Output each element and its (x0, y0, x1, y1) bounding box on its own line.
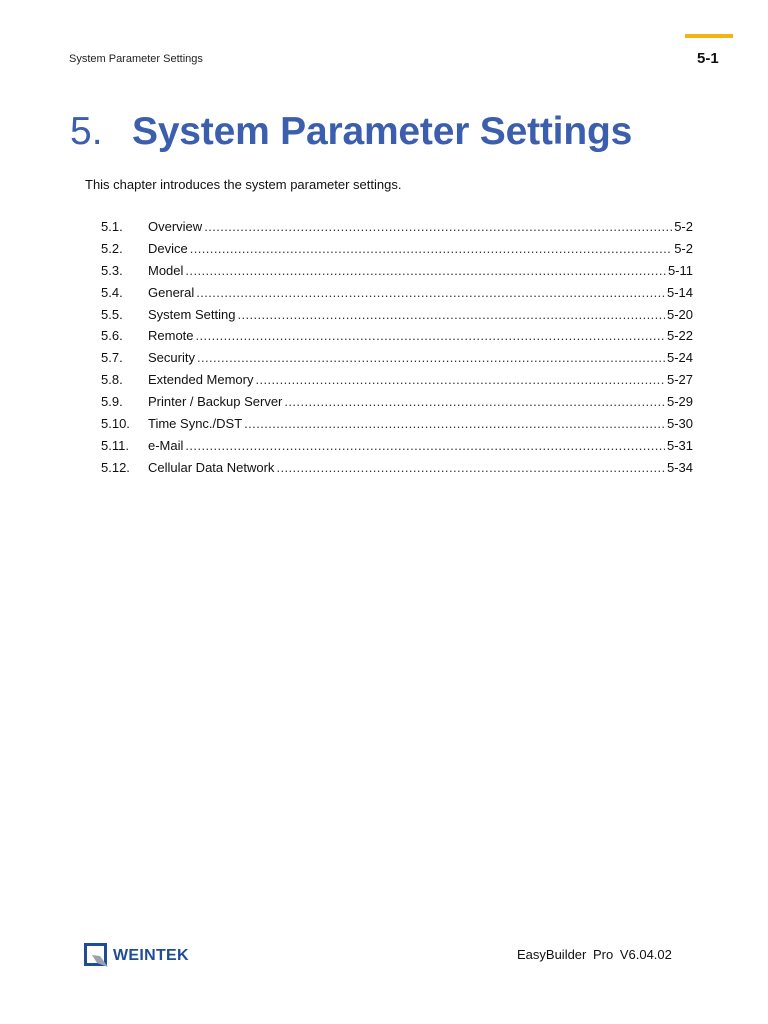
toc-entry-title: Overview (148, 219, 203, 234)
toc-entry-page: 5-29 (666, 394, 693, 410)
toc-entry-page: 5-24 (666, 350, 693, 366)
toc-entry[interactable] (101, 460, 693, 482)
toc-entry-title: Model (148, 262, 184, 278)
toc-dot-leader (276, 460, 665, 475)
toc-entry-title: General (148, 284, 195, 300)
footer-version: EasyBuilder Pro V6.04.02 (517, 947, 672, 962)
chapter-name: System Parameter Settings (132, 110, 633, 153)
toc-entry-title: Device (148, 240, 188, 256)
toc-entry-page: 5-2 (674, 219, 693, 234)
toc-entry-page: 5-20 (666, 306, 693, 322)
toc-entry-number: 5.9. (101, 394, 123, 410)
toc-entry-number: 5.6. (101, 328, 123, 344)
toc-entry-number: 5.8. (101, 372, 123, 388)
toc-entry[interactable] (101, 394, 693, 416)
chapter-intro: This chapter introduces the system parameter settings. (85, 177, 402, 192)
toc-entry-number: 5.4. (101, 284, 123, 300)
weintek-logo-mark-icon (84, 943, 110, 969)
brand-logo (84, 943, 189, 969)
toc-entry-number: 5.5. (101, 306, 123, 322)
toc-entry-title: Printer / Backup Server (148, 394, 283, 410)
toc-entry-page: 5-30 (666, 416, 693, 432)
logo-text: WEINTEK (113, 947, 189, 964)
toc-entry[interactable] (101, 328, 693, 350)
toc-entry-number: 5.11. (101, 437, 129, 453)
toc-dot-leader (256, 372, 665, 387)
toc-entry-title: System Setting (148, 306, 236, 322)
toc-dot-leader (185, 263, 666, 278)
toc-dot-leader (204, 219, 672, 234)
toc-dot-leader (237, 307, 665, 322)
toc-entry-number: 5.12. (101, 459, 130, 475)
toc-entry-title: Cellular Data Network (148, 459, 275, 475)
toc-entry[interactable] (101, 372, 693, 394)
toc-dot-leader (196, 285, 665, 300)
toc-entry-page: 5-31 (666, 437, 693, 453)
chapter-title (70, 108, 632, 156)
toc-dot-leader (185, 438, 665, 453)
toc-entry-page: 5-22 (666, 328, 693, 344)
toc-entry-number: 5.2. (101, 240, 123, 256)
toc-entry-number: 5.7. (101, 350, 123, 366)
toc-entry[interactable] (101, 241, 693, 263)
toc-entry[interactable] (101, 263, 693, 285)
toc-dot-leader (284, 394, 665, 409)
toc-dot-leader (197, 350, 665, 365)
toc-entry-number: 5.1. (101, 219, 123, 234)
toc-entry-page: 5-2 (674, 240, 693, 256)
toc-entry-title: Security (148, 350, 195, 366)
toc-entry-page: 5-34 (666, 459, 693, 475)
toc-entry-title: e-Mail (148, 437, 184, 453)
toc-entry-page: 5-27 (666, 372, 693, 388)
toc-entry-title: Remote (148, 328, 194, 344)
toc-dot-leader (244, 416, 665, 431)
toc-dot-leader (190, 241, 672, 256)
toc-entry-title: Time Sync./DST (148, 416, 243, 432)
toc-entry[interactable] (101, 438, 693, 460)
page-tab-accent (685, 34, 733, 38)
toc-entry[interactable] (101, 307, 693, 329)
toc-entry[interactable] (101, 219, 693, 241)
toc-entry[interactable] (101, 416, 693, 438)
running-header: System Parameter Settings (69, 53, 203, 65)
table-of-contents (101, 219, 693, 482)
toc-entry-number: 5.10. (101, 416, 130, 432)
page-number: 5-1 (697, 50, 719, 67)
toc-dot-leader (196, 328, 665, 343)
chapter-number: 5. (70, 110, 103, 153)
toc-entry-title: Extended Memory (148, 372, 254, 388)
toc-entry-page: 5-14 (666, 284, 693, 300)
toc-entry[interactable] (101, 285, 693, 307)
toc-entry-number: 5.3. (101, 262, 123, 278)
toc-entry-page: 5-11 (667, 262, 693, 278)
toc-entry[interactable] (101, 350, 693, 372)
